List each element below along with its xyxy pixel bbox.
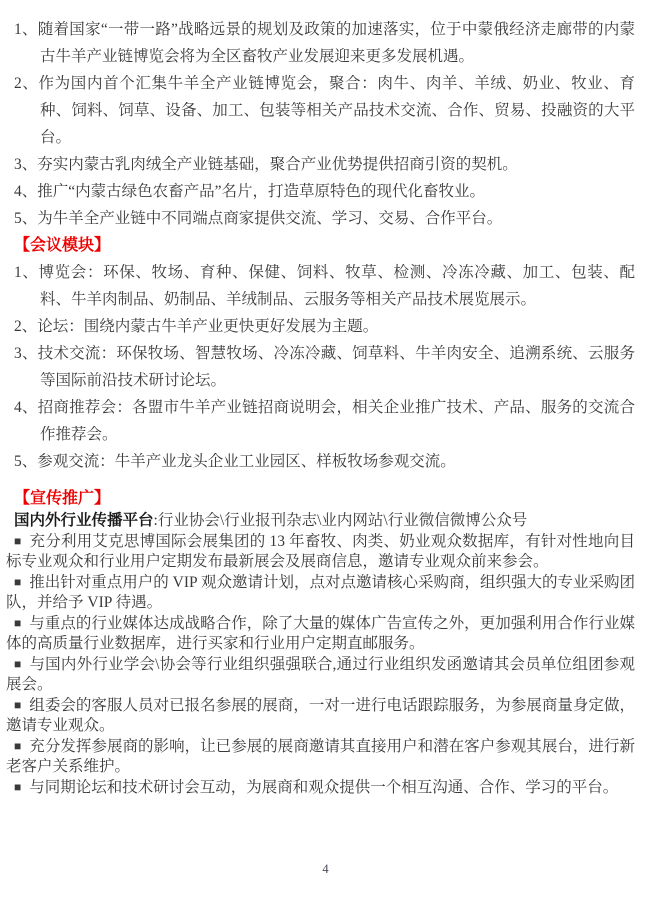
bullet-text: 充分利用艾克思博国际会展集团的 13 年畜牧、肉类、奶业观众数据库，有针对性地向目标专业观众和行业用户定期发布最新展会及展商信息，邀请专业观众前来参会。 bbox=[6, 532, 635, 570]
list-item bbox=[14, 259, 635, 313]
page-number: 4 bbox=[322, 862, 329, 876]
bullet-item bbox=[6, 655, 635, 696]
item-text: 推广“内蒙古绿色农畜产品”名片，打造草原特色的现代化畜牧业。 bbox=[37, 183, 486, 200]
bullet-text: 充分发挥参展商的影响，让已参展的展商邀请其直接用户和潜在客户参观其展台，进行新老客户关系维护。 bbox=[6, 737, 635, 775]
bullet-text: 与同期论坛和技术研讨会互动，为展商和观众提供一个相互沟通、合作、学习的平台。 bbox=[29, 778, 619, 796]
item-text: 论坛：围绕内蒙古牛羊产业更快更好发展为主题。 bbox=[37, 318, 379, 335]
bullet-item bbox=[6, 573, 635, 614]
item-text: 夯实内蒙古乳肉绒全产业链基础，聚合产业优势提供招商引资的契机。 bbox=[37, 156, 518, 173]
item-number: 4、 bbox=[14, 183, 38, 200]
section-header-promotion: 【宣传推广】 bbox=[14, 490, 111, 507]
square-bullet-icon: ■ bbox=[14, 738, 22, 753]
list-item bbox=[14, 151, 635, 178]
square-bullet-icon: ■ bbox=[14, 779, 22, 794]
item-number: 2、 bbox=[14, 75, 39, 92]
item-number: 5、 bbox=[14, 210, 38, 227]
bullet-item bbox=[6, 696, 635, 737]
item-text: 技术交流：环保牧场、智慧牧场、冷冻冷藏、饲草料、牛羊肉安全、追溯系统、云服务等国际前沿技术研讨论坛。 bbox=[37, 345, 635, 389]
bullet-text: 组委会的客服人员对已报名参展的展商，一对一进行电话跟踪服务，为参展商量身定做，邀请专业观众。 bbox=[6, 696, 635, 734]
item-number: 3、 bbox=[14, 345, 38, 362]
item-text: 作为国内首个汇集牛羊全产业链博览会，聚合：肉牛、肉羊、羊绒、奶业、牧业、育种、饲料、饲草、设备、加工、包装等相关产品技术交流、合作、贸易、投融资的大平台。 bbox=[38, 75, 635, 146]
item-text: 参观交流：牛羊产业龙头企业工业园区、样板牧场参观交流。 bbox=[37, 453, 456, 470]
item-text: 招商推荐会：各盟市牛羊产业链招商说明会，相关企业推广技术、产品、服务的交流合作推荐会。 bbox=[37, 399, 635, 443]
list-item bbox=[14, 313, 635, 340]
platform-line bbox=[14, 511, 635, 532]
list-item bbox=[14, 178, 635, 205]
bullet-item bbox=[6, 614, 635, 655]
list-item bbox=[14, 70, 635, 151]
list-item bbox=[14, 394, 635, 448]
bullet-text: 推出针对重点用户的 VIP 观众邀请计划，点对点邀请核心采购商，组织强大的专业采购团队，并给予 VIP 待遇。 bbox=[6, 573, 636, 611]
item-number: 5、 bbox=[14, 453, 38, 470]
square-bullet-icon: ■ bbox=[14, 533, 22, 548]
square-bullet-icon: ■ bbox=[14, 574, 22, 589]
item-text: 为牛羊全产业链中不同端点商家提供交流、学习、交易、合作平台。 bbox=[37, 210, 503, 227]
item-text: 博览会：环保、牧场、育种、保健、饲料、牧草、检测、冷冻冷藏、加工、包装、配料、牛羊肉制品、奶制品、羊绒制品、云服务等相关产品技术展览展示。 bbox=[38, 264, 635, 308]
item-number: 3、 bbox=[14, 156, 38, 173]
item-number: 1、 bbox=[14, 21, 38, 38]
item-number: 4、 bbox=[14, 399, 38, 416]
list-item bbox=[14, 340, 635, 394]
platform-label: 国内外行业传播平台 bbox=[14, 512, 154, 529]
square-bullet-icon: ■ bbox=[14, 656, 22, 671]
bullet-text: 与重点的行业媒体达成战略合作，除了大量的媒体广告宣传之外，更加强利用合作行业媒体的高质量行业数据库，进行买家和行业用户定期直邮服务。 bbox=[6, 614, 635, 652]
bullet-text: 与国内外行业学会\协会等行业组织强强联合,通过行业组织发函邀请其会员单位组团参观展会。 bbox=[6, 655, 636, 693]
promotion-section bbox=[6, 487, 636, 798]
square-bullet-icon: ■ bbox=[14, 615, 22, 630]
item-text: 随着国家“一带一路”战略远景的规划及政策的加速落实，位于中蒙俄经济走廊带的内蒙古牛羊产业链博览会将为全区畜牧产业发展迎来更多发展机遇。 bbox=[37, 21, 635, 65]
square-bullet-icon: ■ bbox=[14, 697, 22, 712]
bullet-item bbox=[6, 778, 635, 799]
item-number: 2、 bbox=[14, 318, 38, 335]
item-number: 1、 bbox=[14, 264, 39, 281]
list-item bbox=[14, 448, 635, 475]
section-header-conference: 【会议模块】 bbox=[14, 237, 111, 254]
list-item bbox=[14, 16, 635, 70]
bullet-item bbox=[6, 737, 635, 778]
bullet-item bbox=[6, 532, 635, 573]
platform-value: :行业协会\行业报刊杂志\业内网站\行业微信微博公众号 bbox=[153, 512, 528, 529]
intro-list bbox=[14, 16, 635, 475]
list-item bbox=[14, 205, 635, 232]
